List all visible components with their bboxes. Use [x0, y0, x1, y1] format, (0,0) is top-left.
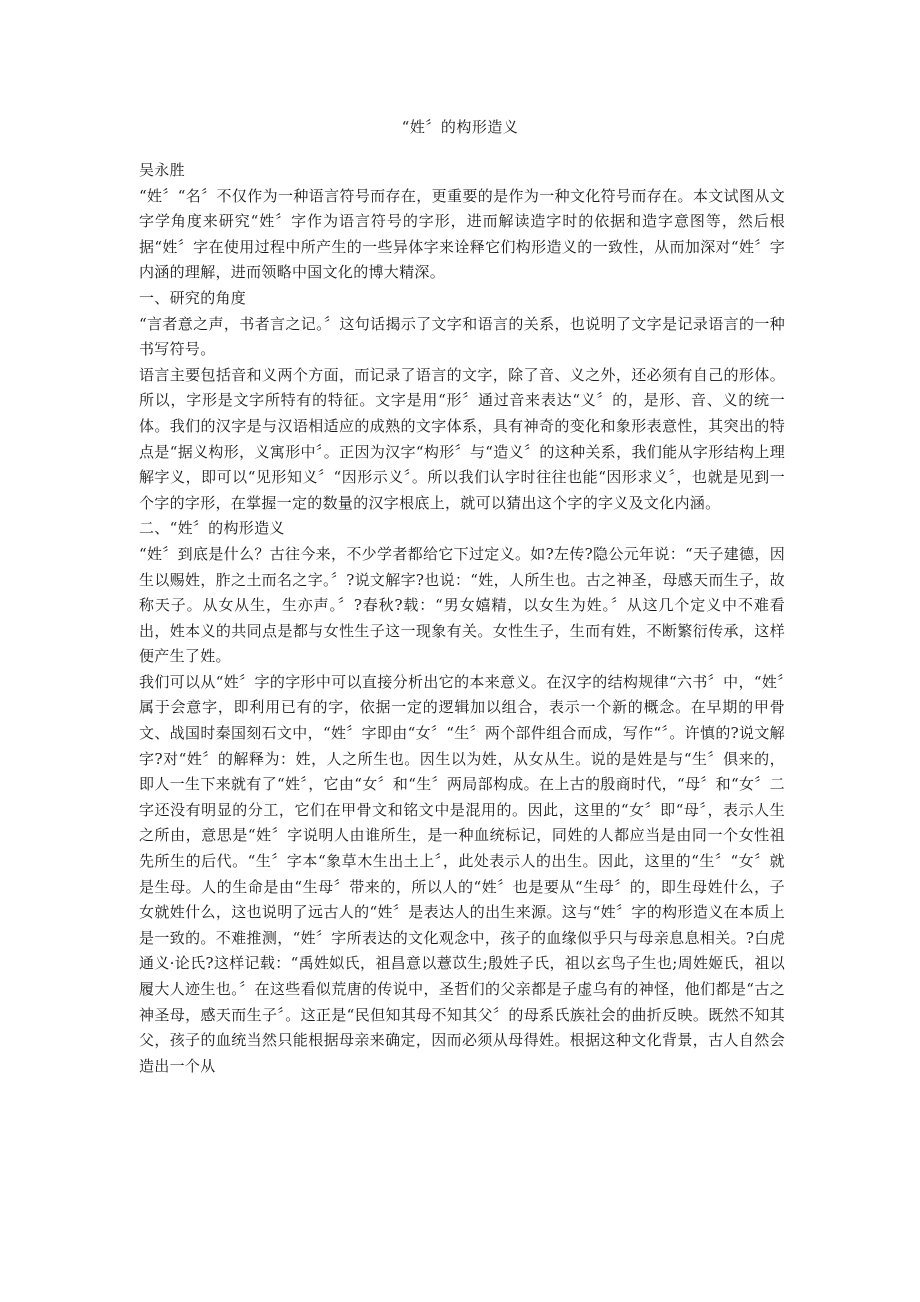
document-body	[139, 158, 785, 1079]
author-name: 吴永胜	[139, 161, 185, 179]
section-heading-2: 二、“姓〞的构形造义	[139, 519, 285, 538]
paragraph: 语言主要包括音和义两个方面，而记录了语言的文字，除了音、义之外，还必须有自己的形体。所以，字形是文字所特有的特征。文字是用“形〞通过音来表达“义〞的，是形、音、义的统一体。我们的汉字是与汉语相适应的成熟的文字体系，具有神奇的变化和象形表意性，其突出的特点是“据义构形，义寓形中〞。正因为汉字“构形〞与“造义〞的这种关系，我们能从字形结构上理解字义，即可以“见形知义〞“因形示义〞。所以我们认字时往往也能“因形求义〞，也就是见到一个字的字形，在掌握一定的数量的汉字根底上，就可以猜出这个字的字义及文化内涵。	[139, 365, 785, 512]
paragraph: “言者意之声，书者言之记。〞这句话揭示了文字和语言的关系，也说明了文字是记录语言的一种书写符号。	[139, 314, 785, 359]
paragraph-abstract: “姓〞“名〞不仅作为一种语言符号而存在，更重要的是作为一种文化符号而存在。本文试图从文字学角度来研究“姓〞字作为语言符号的字形，进而解读造字时的依据和造字意图等，然后根据“姓〞字在使用过程中所产生的一些异体字来诠释它们构形造义的一致性，从而加深对“姓〞字内涵的理解，进而领略中国文化的博大精深。	[139, 186, 785, 282]
document-title: “姓〞的构形造义	[401, 118, 519, 136]
section-heading-1: 一、研究的角度	[139, 288, 247, 307]
paragraph: 我们可以从“姓〞字的字形中可以直接分析出它的本来意义。在汉字的结构规律“六书〞中，“姓〞属于会意字，即利用已有的字，依据一定的逻辑加以组合，表示一个新的概念。在早期的甲骨文、战国时秦国刻石文中，“姓〞字即由“女〞“生〞两个部件组合而成，写作“〞。许慎的?说文解字?对“姓〞的解释为：姓，人之所生也。因生以为姓，从女从生。说的是姓是与“生〞俱来的，即人一生下来就有了“姓〞，它由“女〞和“生〞两局部构成。在上古的殷商时代，“母〞和“女〞二字还没有明显的分工，它们在甲骨文和铭文中是混用的。因此，这里的“女〞即“母〞，表示人生之所由，意思是“姓〞字说明人由谁所生，是一种血统标记，同姓的人都应当是由同一个女性祖先所生的后代。“生〞字本“象草木生出土上〞，此处表示人的出生。因此，这里的“生〞“女〞就是生母。人的生命是由“生母〞带来的，所以人的“姓〞也是要从“生母〞的，即生母姓什么，子女就姓什么，这也说明了远古人的“姓〞是表达人的出生来源。这与“姓〞字的构形造义在本质上是一致的。不难推测，“姓〞字所表达的文化观念中，孩子的血缘似乎只与母亲息息相关。?白虎通义·论氏?这样记载：“禹姓姒氏，祖昌意以薏苡生;殷姓子氏，祖以玄鸟子生也;周姓姬氏，祖以履大人迹生也。〞在这些看似荒唐的传说中，圣哲们的父亲都是子虚乌有的神怪，他们都是“古之神圣母，感天而生子〞。这正是“民但知其母不知其父〞的母系氏族社会的曲折反映。既然不知其父，孩子的血统当然只能根据母亲来确定，因而必须从母得姓。根据这种文化背景，古人自然会造出一个从	[139, 672, 785, 1075]
paragraph: “姓〞到底是什么？古往今来，不少学者都给它下过定义。如?左传?隐公元年说：“天子建德，因生以赐姓，胙之土而名之字。〞?说文解字?也说：“姓，人所生也。古之神圣，母感天而生子，故称天子。从女从生，生亦声。〞?春秋?载：“男女嬉精，以女生为姓。〞从这几个定义中不难看出，姓本义的共同点是都与女性生子这一现象有关。女性生子，生而有姓，不断繁衍传承，这样便产生了姓。	[139, 544, 785, 666]
